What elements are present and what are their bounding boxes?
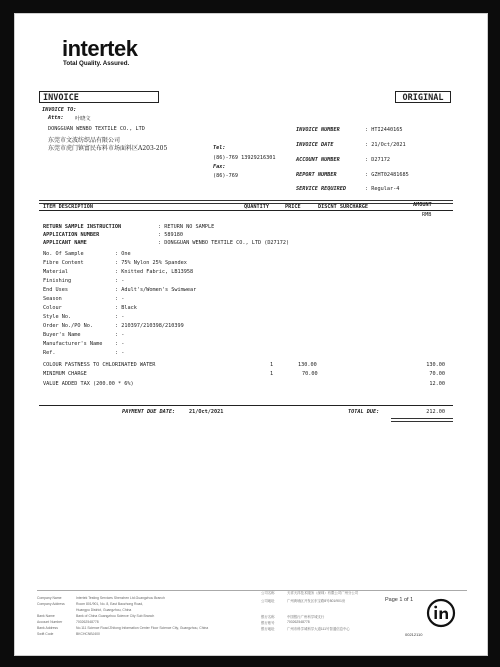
footer-value: Room 801/901, No. 8, East Baozhong Road, bbox=[76, 602, 144, 606]
page-number: Page 1 of 1 bbox=[385, 597, 414, 603]
tel-label: Tel: bbox=[213, 145, 226, 151]
detail-value: - bbox=[121, 341, 125, 347]
detail-label: End Uses bbox=[43, 287, 68, 293]
detail-label: Finishing bbox=[43, 278, 72, 284]
detail-value: 75% Nylon 25% Spandex bbox=[121, 260, 187, 266]
account-number-value: D27172 bbox=[371, 157, 390, 163]
footer-value: 广州黄埔区开发区东宝路8号801/901房 bbox=[287, 599, 346, 603]
report-number-value: GZHT02481685 bbox=[371, 172, 409, 178]
footer-value: 700262548778 bbox=[76, 620, 99, 624]
detail-label: Fibre Content bbox=[43, 260, 84, 266]
detail-label: Colour bbox=[43, 305, 62, 311]
total-due-value: 212.00 bbox=[426, 409, 445, 415]
col-discount-surcharge: DISCNT SURCHARGE bbox=[318, 204, 368, 210]
account-number-label: ACCOUNT NUMBER bbox=[296, 157, 340, 163]
footer-label: 银行地址 bbox=[261, 627, 275, 631]
footer-label: 银行名称 bbox=[261, 615, 275, 619]
footer-value: BKCHCNBJ400 bbox=[76, 632, 100, 636]
invoice-date-value: 21/Oct/2021 bbox=[371, 142, 406, 148]
footer-value: 广州市科学城科学大道111号智通信息中心 bbox=[287, 627, 350, 631]
col-quantity: QUANTITY bbox=[244, 204, 269, 210]
detail-label: Ref. bbox=[43, 350, 56, 356]
tel-value: (86)-769 13929216301 bbox=[213, 155, 276, 161]
line-item-description: MINIMUM CHARGE bbox=[43, 371, 87, 377]
detail-value: - bbox=[121, 278, 125, 284]
line-item-amount: 12.00 bbox=[429, 381, 445, 387]
application-number-value: 589180 bbox=[164, 232, 183, 238]
col-amount: AMOUNT bbox=[413, 202, 432, 208]
total-underline bbox=[391, 418, 453, 422]
invoice-number-label: INVOICE NUMBER bbox=[296, 127, 340, 133]
report-number-label: REPORT NUMBER bbox=[296, 172, 337, 178]
detail-value: - bbox=[121, 350, 125, 356]
customer-company-en: DONGGUAN WENBO TEXTILE CO., LTD bbox=[48, 126, 145, 132]
footer-value: No.111 Science Road Zhitong Information Center Floor Science City, Guangzhou, China bbox=[76, 626, 209, 630]
service-required-label: SERVICE REQUIRED bbox=[296, 186, 346, 192]
line-item-description: COLOUR FASTNESS TO CHLORINATED WATER bbox=[43, 362, 156, 368]
line-item-quantity: 1 bbox=[270, 371, 274, 377]
invoice-number-value: HTI2440165 bbox=[371, 127, 403, 133]
detail-value: 210397/210398/210399 bbox=[121, 323, 184, 329]
footer-label: Swift Code bbox=[37, 632, 54, 636]
col-item-description: ITEM DESCRIPTION bbox=[43, 204, 93, 210]
attn-label: Attn: bbox=[48, 115, 64, 121]
footer-label: 银行账号 bbox=[261, 621, 275, 625]
line-item-amount: 70.00 bbox=[429, 371, 445, 377]
applicant-name-label: APPLICANT NAME bbox=[43, 240, 87, 246]
instruction-value: RETURN NO SAMPLE bbox=[164, 224, 215, 230]
invoice-page: intertek Total Quality. Assured. INVOICE ORIGINAL INVOICE TO: Attn: 叶晓文 DONGGUAN WENBO TEXTILE CO., LTD 东莞市文波纺织品有限公司 东莞市虎门镇富民布料市场面料区A203-205 Tel: (86)-769 13929216301 Fax: (86)-769 INVOICE NUMBER : HTI2440165 INVOICE DATE : 21/Oct/2021 ACCOUNT NUMBER : D27172 REPORT NUMBER : GZHT02481685 SERVICE REQUIRED : Regular-4 ITEM DESCRIPTION QUANTITY PRICE DISCNT SURCHARGE AMOUNT RMB RETURN SAMPLE INSTRUCTION : RETURN NO SAMPLE APPLICATION NUMBER : 589180 APPLICANT NAME : DONGGUAN WENBO TEXTILE CO., LTD (D27172) No. Of Sample : One Fibre Content : 75% Nylon 25% Spandex Material : Knitted Fabric, LB13958 Finishing : - End Uses : Adult's/Women's Swimwear Season : - Colour : Black Style No. : - Order No./PO No. : 210397/210398/210399 Buyer's Name : - Manufacturer's Name : - Ref. : - COLOUR FASTNESS TO CHLORINATED WATER 1 130.00 130.00 MINIMUM CHARGE 1 70.00 70.00 VALUE ADDED TAX (200.00 * 6%) 12.00 PAYMENT DUE DATE: 21/Oct/2021 TOTAL DUE: 212.00 Company Name Intertek Testing Services Shenzhen Ltd.Guangzhou Branch Company Address Room 801/901, No. 8, East Baozhong Road, Huangpu District, Guangzhou, China Bank Name Bank of China Guangzhou Science City Sub Branch Account Number 700262548778 Bank Address No.111 Science Road Zhitong Information Center Floor Science City, Guangzhou, China Swift Code BKCHCNBJ400 公司名称 天祥天祥技术服务（深圳）有限公司广州分公司 公司地址 广州黄埔区开发区东宝路8号801/901房 银行名称 中国银行广州科学城支行 银行账号 700262548778 银行地址 广州市科学城科学大道111号智通信息中心 Page 1 of 1 00212110 bbox=[14, 13, 488, 656]
footer-rule bbox=[37, 590, 467, 591]
detail-label: Buyer's Name bbox=[43, 332, 81, 338]
payment-due-label: PAYMENT DUE DATE: bbox=[122, 409, 176, 415]
footer-value: Huangpu District, Guangzhou, China bbox=[76, 608, 132, 612]
detail-value: Knitted Fabric, LB13958 bbox=[121, 269, 194, 275]
detail-value: - bbox=[121, 332, 125, 338]
footer-label: 公司名称 bbox=[261, 591, 275, 595]
detail-label: Manufacturer's Name bbox=[43, 341, 103, 347]
service-required-value: Regular-4 bbox=[371, 186, 400, 192]
header-bottom-rule bbox=[39, 210, 453, 211]
detail-label: Season bbox=[43, 296, 62, 302]
application-number-label: APPLICATION NUMBER bbox=[43, 232, 100, 238]
customer-company-cn: 东莞市文波纺织品有限公司 bbox=[48, 137, 121, 144]
footer-label: 公司地址 bbox=[261, 599, 275, 603]
payment-due-date: 21/Oct/2021 bbox=[189, 409, 224, 415]
detail-label: Material bbox=[43, 269, 68, 275]
footer-value: 天祥天祥技术服务（深圳）有限公司广州分公司 bbox=[287, 591, 359, 595]
fax-value: (86)-769 bbox=[213, 173, 238, 179]
footer-value: Intertek Testing Services Shenzhen Ltd.Guangzhou Branch bbox=[76, 596, 165, 600]
applicant-name-value: DONGGUAN WENBO TEXTILE CO., LTD (D27172) bbox=[164, 240, 290, 246]
currency-label: RMB bbox=[422, 212, 432, 218]
detail-value: Black bbox=[121, 305, 137, 311]
detail-label: Style No. bbox=[43, 314, 72, 320]
original-label: ORIGINAL bbox=[395, 91, 451, 103]
total-due-label: TOTAL DUE: bbox=[348, 409, 380, 415]
invoice-date-label: INVOICE DATE bbox=[296, 142, 334, 148]
line-item-description: VALUE ADDED TAX (200.00 * 6%) bbox=[43, 381, 134, 387]
document-code: 00212110 bbox=[405, 632, 423, 637]
footer-label: Company Address bbox=[37, 602, 65, 606]
intertek-mark-icon bbox=[426, 598, 456, 628]
invoice-to-label: INVOICE TO: bbox=[42, 107, 77, 113]
col-price: PRICE bbox=[285, 204, 301, 210]
customer-address-cn: 东莞市虎门镇富民布料市场面料区A203-205 bbox=[48, 145, 168, 152]
footer-value: Bank of China Guangzhou Science City Sub Branch bbox=[76, 614, 155, 618]
detail-label: Order No./PO No. bbox=[43, 323, 93, 329]
detail-label: No. Of Sample bbox=[43, 251, 84, 257]
footer-label: Bank Address bbox=[37, 626, 58, 630]
instruction-label: RETURN SAMPLE INSTRUCTION bbox=[43, 224, 122, 230]
detail-value: - bbox=[121, 314, 125, 320]
line-item-price: 130.00 bbox=[298, 362, 317, 368]
footer-label: Bank Name bbox=[37, 614, 55, 618]
footer-label: Company Name bbox=[37, 596, 62, 600]
detail-value: - bbox=[121, 296, 125, 302]
logo-tagline: Total Quality. Assured. bbox=[63, 60, 130, 67]
line-item-price: 70.00 bbox=[302, 371, 318, 377]
detail-value: Adult's/Women's Swimwear bbox=[121, 287, 197, 293]
footer-label: Account Number bbox=[37, 620, 63, 624]
attn-name: 叶晓文 bbox=[75, 116, 91, 122]
detail-value: One bbox=[121, 251, 131, 257]
footer-value: 中国银行广州科学城支行 bbox=[287, 615, 325, 619]
totals-top-rule bbox=[39, 405, 453, 406]
invoice-title: INVOICE bbox=[39, 91, 159, 103]
fax-label: Fax: bbox=[213, 164, 226, 170]
line-item-amount: 130.00 bbox=[426, 362, 445, 368]
intertek-logo: intertek bbox=[62, 36, 138, 61]
footer-value: 700262548778 bbox=[287, 620, 310, 624]
line-item-quantity: 1 bbox=[270, 362, 274, 368]
